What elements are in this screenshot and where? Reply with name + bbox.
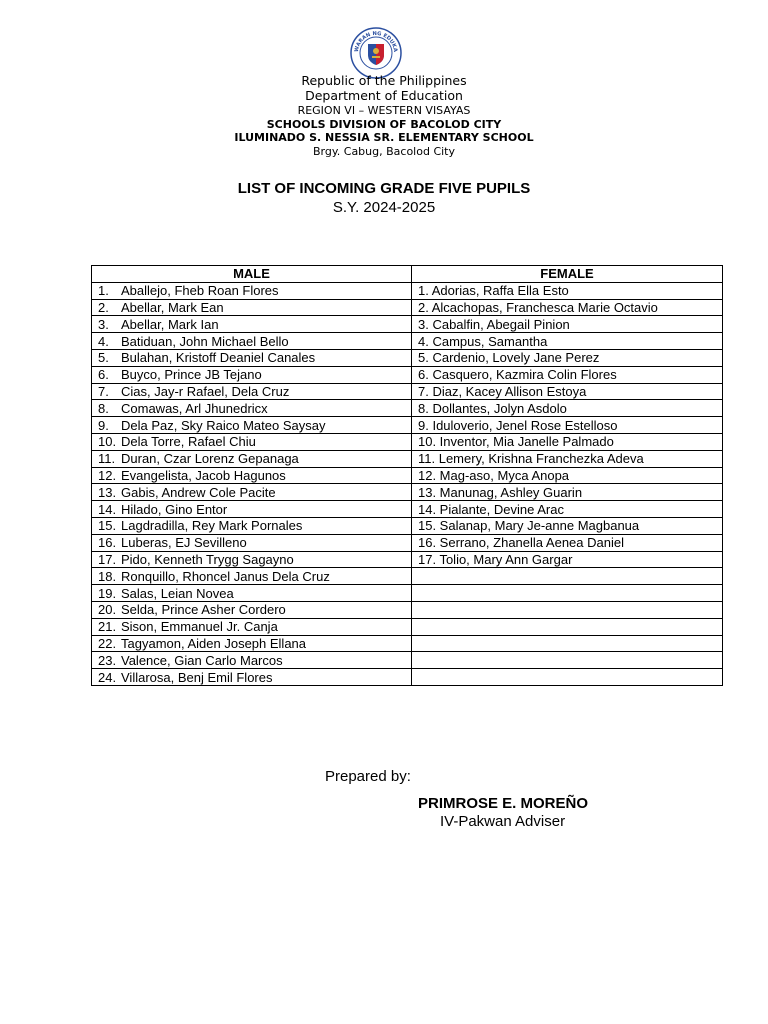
male-pupil-number: 21. — [98, 619, 117, 635]
table-row — [92, 669, 723, 686]
male-pupil-cell — [92, 383, 412, 400]
female-pupil-cell — [412, 652, 723, 669]
male-pupil-cell — [92, 517, 412, 534]
table-row — [92, 601, 723, 618]
female-pupil-cell — [412, 669, 723, 686]
male-pupil-number: 9. — [98, 417, 109, 433]
male-pupil-cell — [92, 299, 412, 316]
letterhead — [0, 73, 768, 159]
table-row — [92, 282, 723, 299]
male-pupil-number: 16. — [98, 535, 117, 551]
male-pupil-cell — [92, 551, 412, 568]
female-pupil-cell: 7. Diaz, Kacey Allison Estoya — [412, 383, 723, 400]
female-pupil-cell: 11. Lemery, Krishna Franchezka Adeva — [412, 450, 723, 467]
signer-title: IV-Pakwan Adviser — [440, 813, 566, 830]
prepared-by-label: Prepared by: — [325, 768, 411, 785]
table-row — [92, 534, 723, 551]
male-pupil-number: 8. — [98, 400, 109, 416]
male-column-header: MALE — [92, 266, 412, 283]
male-pupil-name: Hilado, Gino Entor — [121, 501, 228, 517]
female-pupil-cell: 15. Salanap, Mary Je-anne Magbanua — [412, 517, 723, 534]
male-pupil-name: Pido, Kenneth Trygg Sagayno — [121, 551, 294, 567]
male-pupil-name: Ronquillo, Rhoncel Janus Dela Cruz — [121, 568, 330, 584]
table-row — [92, 652, 723, 669]
male-pupil-name: Lagdradilla, Rey Mark Pornales — [121, 518, 303, 534]
female-pupil-cell: 14. Pialante, Devine Arac — [412, 501, 723, 518]
female-pupil-cell: 9. Iduloverio, Jenel Rose Estelloso — [412, 417, 723, 434]
table-row — [92, 467, 723, 484]
male-pupil-cell — [92, 501, 412, 518]
female-column-header: FEMALE — [412, 266, 723, 283]
female-pupil-cell: 12. Mag-aso, Myca Anopa — [412, 467, 723, 484]
male-pupil-cell — [92, 333, 412, 350]
male-pupil-cell — [92, 467, 412, 484]
male-pupil-number: 7. — [98, 383, 109, 399]
table-row — [92, 433, 723, 450]
male-pupil-cell — [92, 585, 412, 602]
table-row — [92, 316, 723, 333]
male-pupil-name: Aballejo, Fheb Roan Flores — [121, 283, 279, 299]
male-pupil-number: 24. — [98, 669, 117, 685]
male-pupil-name: Duran, Czar Lorenz Gepanaga — [121, 451, 299, 467]
male-pupil-number: 4. — [98, 333, 109, 349]
table-row — [92, 383, 723, 400]
male-pupil-cell — [92, 400, 412, 417]
male-pupil-number: 23. — [98, 652, 117, 668]
male-pupil-cell — [92, 484, 412, 501]
female-pupil-cell: 5. Cardenio, Lovely Jane Perez — [412, 349, 723, 366]
male-pupil-cell — [92, 534, 412, 551]
female-pupil-cell — [412, 601, 723, 618]
male-pupil-name: Tagyamon, Aiden Joseph Ellana — [121, 635, 307, 651]
male-pupil-name: Bulahan, Kristoff Deaniel Canales — [121, 350, 316, 366]
table-row — [92, 333, 723, 350]
male-pupil-cell — [92, 433, 412, 450]
male-pupil-cell — [92, 635, 412, 652]
male-pupil-number: 3. — [98, 316, 109, 332]
male-pupil-number: 17. — [98, 551, 117, 567]
table-row — [92, 568, 723, 585]
table-row — [92, 299, 723, 316]
female-pupil-cell: 2. Alcachopas, Franchesca Marie Octavio — [412, 299, 723, 316]
female-pupil-cell — [412, 568, 723, 585]
letterhead-department: Department of Education — [305, 88, 463, 103]
male-pupil-name: Gabis, Andrew Cole Pacite — [121, 484, 276, 500]
table-row — [92, 349, 723, 366]
male-pupil-number: 5. — [98, 350, 109, 366]
male-pupil-number: 2. — [98, 299, 109, 315]
male-pupil-number: 22. — [98, 635, 117, 651]
pupils-table — [91, 265, 723, 686]
male-pupil-name: Batiduan, John Michael Bello — [121, 333, 289, 349]
table-row — [92, 618, 723, 635]
female-pupil-cell — [412, 635, 723, 652]
male-pupil-number: 14. — [98, 501, 117, 517]
letterhead-country: Republic of the Philippines — [301, 73, 467, 88]
male-pupil-name: Buyco, Prince JB Tejano — [121, 367, 262, 383]
male-pupil-name: Sison, Emmanuel Jr. Canja — [121, 619, 278, 635]
letterhead-division: SCHOOLS DIVISION OF BACOLOD CITY — [266, 118, 502, 131]
male-pupil-name: Valence, Gian Carlo Marcos — [121, 652, 283, 668]
male-pupil-number: 11. — [98, 451, 116, 467]
deped-seal — [350, 27, 402, 79]
male-pupil-cell — [92, 417, 412, 434]
document-title: LIST OF INCOMING GRADE FIVE PUPILS — [237, 180, 531, 197]
pupils-table-body — [92, 282, 723, 685]
letterhead-region: REGION VI – WESTERN VISAYAS — [297, 104, 471, 117]
male-pupil-name: Villarosa, Benj Emil Flores — [121, 669, 273, 685]
female-pupil-cell — [412, 585, 723, 602]
school-year: S.Y. 2024-2025 — [332, 199, 436, 216]
male-pupil-number: 10. — [98, 434, 117, 450]
male-pupil-name: Luberas, EJ Sevilleno — [121, 535, 247, 551]
table-row — [92, 635, 723, 652]
signer-name: PRIMROSE E. MOREÑO — [418, 795, 589, 812]
table-row — [92, 484, 723, 501]
male-pupil-cell — [92, 450, 412, 467]
table-row — [92, 450, 723, 467]
female-pupil-cell: 8. Dollantes, Jolyn Asdolo — [412, 400, 723, 417]
svg-text:KAGAWARAN NG EDUKASYON: WARAN NG EDUKA — [353, 30, 399, 53]
male-pupil-number: 13. — [98, 484, 117, 500]
male-pupil-name: Abellar, Mark Ian — [121, 316, 219, 332]
letterhead-address: Brgy. Cabug, Bacolod City — [312, 145, 456, 158]
female-pupil-cell: 10. Inventor, Mia Janelle Palmado — [412, 433, 723, 450]
male-pupil-cell — [92, 652, 412, 669]
male-pupil-cell — [92, 618, 412, 635]
male-pupil-name: Evangelista, Jacob Hagunos — [121, 467, 286, 483]
male-pupil-number: 15. — [98, 518, 117, 534]
male-pupil-number: 6. — [98, 367, 109, 383]
table-row — [92, 551, 723, 568]
male-pupil-number: 12. — [98, 467, 117, 483]
male-pupil-name: Dela Torre, Rafael Chiu — [121, 434, 256, 450]
male-pupil-cell — [92, 316, 412, 333]
table-row — [92, 501, 723, 518]
table-row — [92, 417, 723, 434]
male-pupil-number: 18. — [98, 568, 117, 584]
male-pupil-name: Salas, Leian Novea — [121, 585, 234, 601]
female-pupil-cell: 6. Casquero, Kazmira Colin Flores — [412, 366, 723, 383]
male-pupil-number: 1. — [98, 283, 109, 299]
male-pupil-cell — [92, 568, 412, 585]
male-pupil-name: Comawas, Arl Jhunedricx — [121, 400, 268, 416]
male-pupil-cell — [92, 282, 412, 299]
table-row — [92, 585, 723, 602]
female-pupil-cell: 1. Adorias, Raffa Ella Esto — [412, 282, 723, 299]
male-pupil-name: Dela Paz, Sky Raico Mateo Saysay — [121, 417, 326, 433]
table-header-row — [92, 266, 723, 283]
table-row — [92, 366, 723, 383]
female-pupil-cell: 17. Tolio, Mary Ann Gargar — [412, 551, 723, 568]
female-pupil-cell — [412, 618, 723, 635]
male-pupil-name: Abellar, Mark Ean — [121, 299, 224, 315]
female-pupil-cell: 16. Serrano, Zhanella Aenea Daniel — [412, 534, 723, 551]
female-pupil-cell: 3. Cabalfin, Abegail Pinion — [412, 316, 723, 333]
male-pupil-name: Selda, Prince Asher Cordero — [121, 602, 286, 618]
male-pupil-cell — [92, 349, 412, 366]
deped-seal-icon — [350, 27, 402, 79]
female-pupil-cell: 13. Manunag, Ashley Guarin — [412, 484, 723, 501]
letterhead-school: ILUMINADO S. NESSIA SR. ELEMENTARY SCHOOL — [234, 131, 534, 144]
male-pupil-cell — [92, 601, 412, 618]
female-pupil-cell: 4. Campus, Samantha — [412, 333, 723, 350]
male-pupil-number: 20. — [98, 602, 117, 618]
male-pupil-cell — [92, 669, 412, 686]
table-row — [92, 517, 723, 534]
male-pupil-number: 19. — [98, 585, 117, 601]
male-pupil-cell — [92, 366, 412, 383]
table-row — [92, 400, 723, 417]
male-pupil-name: Cias, Jay-r Rafael, Dela Cruz — [121, 383, 290, 399]
